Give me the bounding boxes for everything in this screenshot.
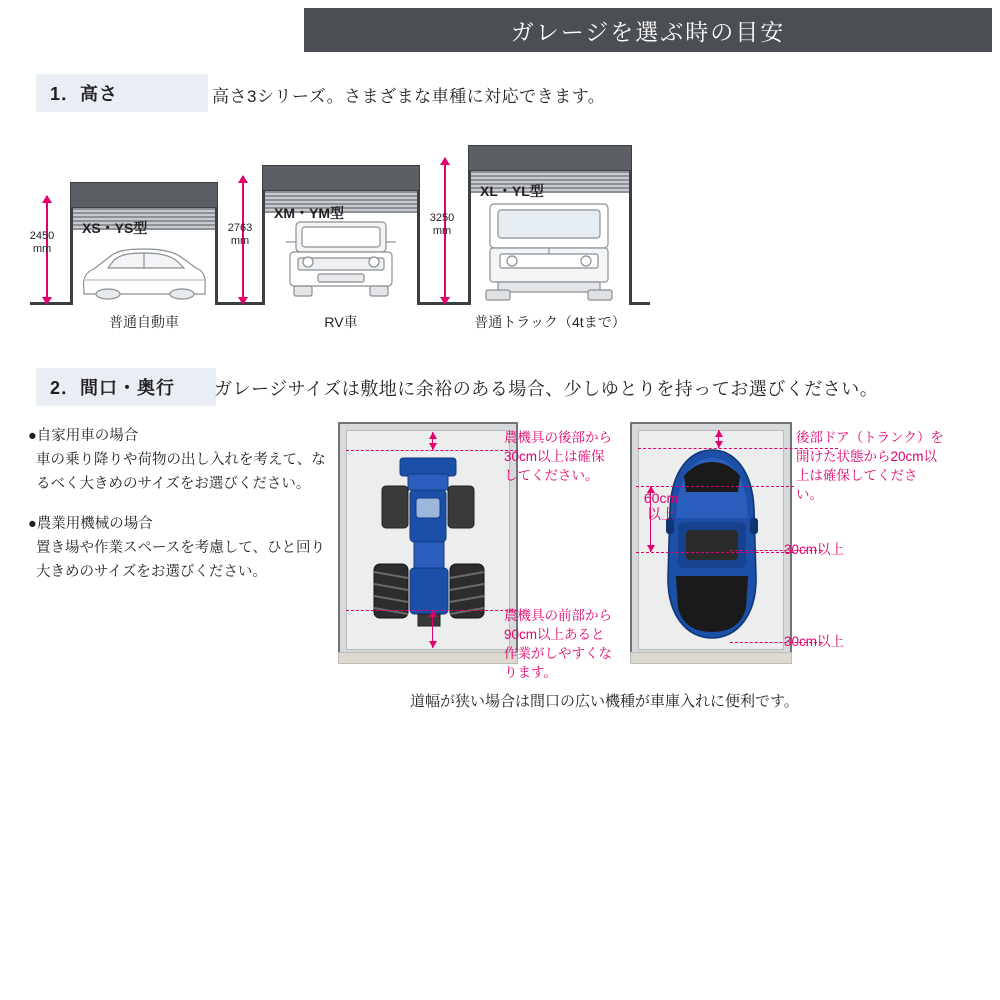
height-dimension-label-1: 2450 mm	[29, 230, 55, 255]
vehicle-caption-2: RV車	[324, 314, 358, 330]
car-top-view-illustration	[660, 448, 764, 642]
height-dimension-label-3: 3250 mm	[429, 212, 455, 237]
plan-view-car	[630, 422, 792, 664]
vehicle-caption-3: 普通トラック（4tまで）	[474, 314, 626, 330]
tractor-rear-arrow	[432, 432, 433, 450]
garage-name-label: XL・YL型	[480, 183, 544, 199]
garage-plan-sill	[338, 652, 518, 664]
garage-roof	[262, 165, 420, 191]
plan-view-tractor	[338, 422, 518, 664]
garage-name-label: XS・YS型	[82, 220, 148, 236]
bullet-agri-machine	[28, 512, 328, 584]
garage-plan-sill	[630, 652, 792, 664]
section-1-description: 高さ3シリーズ。さまざまな車種に対応できます。	[212, 87, 606, 106]
garage-name-label: XM・YM型	[274, 205, 344, 221]
tractor-front-arrow	[432, 610, 433, 648]
note-tractor-rear: 農機具の後部から30cm以上は確保してください。	[504, 430, 612, 483]
label-side-clearance: 60cm 以上	[643, 490, 679, 522]
truck-illustration	[480, 198, 618, 304]
tractor-rear-guide	[346, 450, 518, 451]
bullet-title: ●自家用車の場合	[28, 428, 139, 444]
bullet-private-car	[28, 424, 328, 496]
note-car-trunk: 後部ドア（トランク）を開けた状態から20cm以上は確保してください。	[796, 430, 944, 502]
page-title: ガレージを選ぶ時の目安	[304, 8, 992, 52]
garage-roof	[468, 145, 632, 171]
section-1-label: 1．高さ	[36, 74, 208, 112]
vehicle-caption-1: 普通自動車	[109, 314, 179, 330]
note-car-gap-mid: 30cm以上	[784, 542, 845, 557]
sedan-illustration	[78, 232, 210, 304]
bullet-body: 車の乗り降りや荷物の出し入れを考えて、なるべく大きめのサイズをお選びください。	[36, 452, 326, 492]
car-side-guide-top	[636, 486, 794, 487]
bullet-body: 置き場や作業スペースを考慮して、ひと回り大きめのサイズをお選びください。	[36, 540, 325, 580]
car-side-guide-bottom	[636, 552, 794, 553]
section-2-label: 2．間口・奥行	[36, 368, 216, 406]
suv-illustration	[278, 212, 404, 304]
note-car-gap-bottom: 30cm以上	[784, 634, 845, 649]
garage-roof	[70, 182, 218, 208]
bottom-note: 道幅が狭い場合は間口の広い機種が車庫入れに便利です。	[410, 693, 799, 710]
note-tractor-front: 農機具の前部から90cm以上あると作業がしやすくなります。	[504, 608, 612, 680]
section-2-description: ガレージサイズは敷地に余裕のある場合、少しゆとりを持ってお選びください。	[214, 379, 879, 399]
tractor-illustration	[364, 446, 494, 636]
height-dimension-label-2: 2763 mm	[227, 222, 253, 247]
bullet-title: ●農業用機械の場合	[28, 516, 153, 532]
car-rear-arrow	[718, 430, 719, 448]
